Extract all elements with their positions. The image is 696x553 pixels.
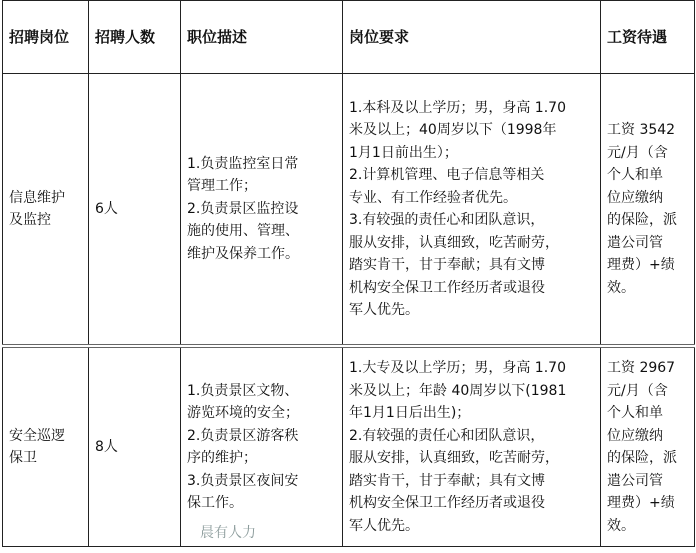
salary-line: 的保险，派 [607,450,677,466]
description-line: 序的维护； [187,450,257,466]
salary-line: 效。 [607,517,635,534]
header-row [3,1,695,74]
description-line: 施的使用、管理、 [187,223,299,240]
position-line: 安全巡逻 [9,427,65,444]
description-line: 保工作。 [187,495,243,511]
salary-line: 元/月（含 [607,382,668,399]
description-line: 2.负责景区游客秩 [187,427,299,444]
description-line: 1.负责监控室日常 [187,155,299,172]
requirements-line: 2.有较强的责任心和团队意识， [349,427,545,444]
cell-count: 8人 [89,346,181,547]
requirements-line: 踏实肯干，甘于奉献；具有文博 [349,472,545,489]
position-line: 保卫 [9,450,37,466]
requirements-line: 米及以上；年龄 40周岁以下(1981 [349,382,567,399]
salary-line: 工资 3542 [607,122,676,138]
requirements-line: 踏实肯干，甘于奉献；具有文博 [349,257,545,273]
requirements-line: 1.大专及以上学历；男，身高 1.70 [349,360,566,376]
description-line: 3.负责景区夜间安 [187,472,299,489]
cell-position [3,74,89,347]
table-row [3,74,695,347]
cell-salary [601,346,695,547]
position-line: 及监控 [9,212,51,228]
description-line: 管理工作； [187,178,257,195]
requirements-line: 军人优先。 [349,517,419,534]
header-position: 招聘岗位 [3,1,89,74]
salary-line: 理费）+绩 [607,495,675,511]
requirements-line: 米及以上；40周岁以下（1998年 [349,122,557,138]
salary-line: 位应缴纳 [607,189,663,206]
header-requirements: 岗位要求 [343,1,601,74]
salary-line: 遣公司管 [607,234,663,251]
description-line: 1.负责景区文物、 [187,382,299,399]
salary-line: 理费）+绩 [607,257,675,273]
salary-line: 个人和单 [607,405,663,421]
salary-line: 个人和单 [607,167,663,183]
header-salary: 工资待遇 [601,1,695,74]
salary-line: 的保险，派 [607,212,677,228]
header-count: 招聘人数 [89,1,181,74]
cell-count: 6人 [89,74,181,347]
requirements-line: 3.有较强的责任心和团队意识， [349,212,545,228]
cell-description [181,346,343,547]
recruitment-table [2,0,695,547]
cell-requirements [343,74,601,347]
description-line: 游览环境的安全； [187,405,299,421]
requirements-line: 机构安全保卫工作经历者或退役 [349,279,545,296]
salary-line: 工资 2967 [607,360,676,376]
cell-salary [601,74,695,347]
salary-line: 遣公司管 [607,472,663,489]
requirements-line: 服从安排，认真细致，吃苦耐劳， [349,234,559,251]
requirements-line: 年1月1日后出生)； [349,405,471,421]
cell-description [181,74,343,347]
requirements-line: 服从安排，认真细致，吃苦耐劳， [349,450,559,466]
table-row [3,346,695,547]
description-line: 2.负责景区监控设 [187,200,299,217]
requirements-line: 1月1日前出生）； [349,144,458,161]
requirements-line: 军人优先。 [349,302,419,318]
cell-position [3,346,89,547]
description-line: 维护及保养工作。 [187,245,299,262]
position-line: 信息维护 [9,189,65,206]
requirements-line: 机构安全保卫工作经历者或退役 [349,495,545,511]
watermark: 晨有人力 [200,525,256,541]
requirements-line: 1.本科及以上学历；男，身高 1.70 [349,99,566,116]
requirements-line: 2.计算机管理、电子信息等相关 [349,167,545,183]
requirements-line: 专业、有工作经验者优先。 [349,189,517,206]
salary-line: 元/月（含 [607,144,668,161]
cell-requirements [343,346,601,547]
salary-line: 位应缴纳 [607,427,663,444]
salary-line: 效。 [607,279,635,296]
header-description: 职位描述 [181,1,343,74]
